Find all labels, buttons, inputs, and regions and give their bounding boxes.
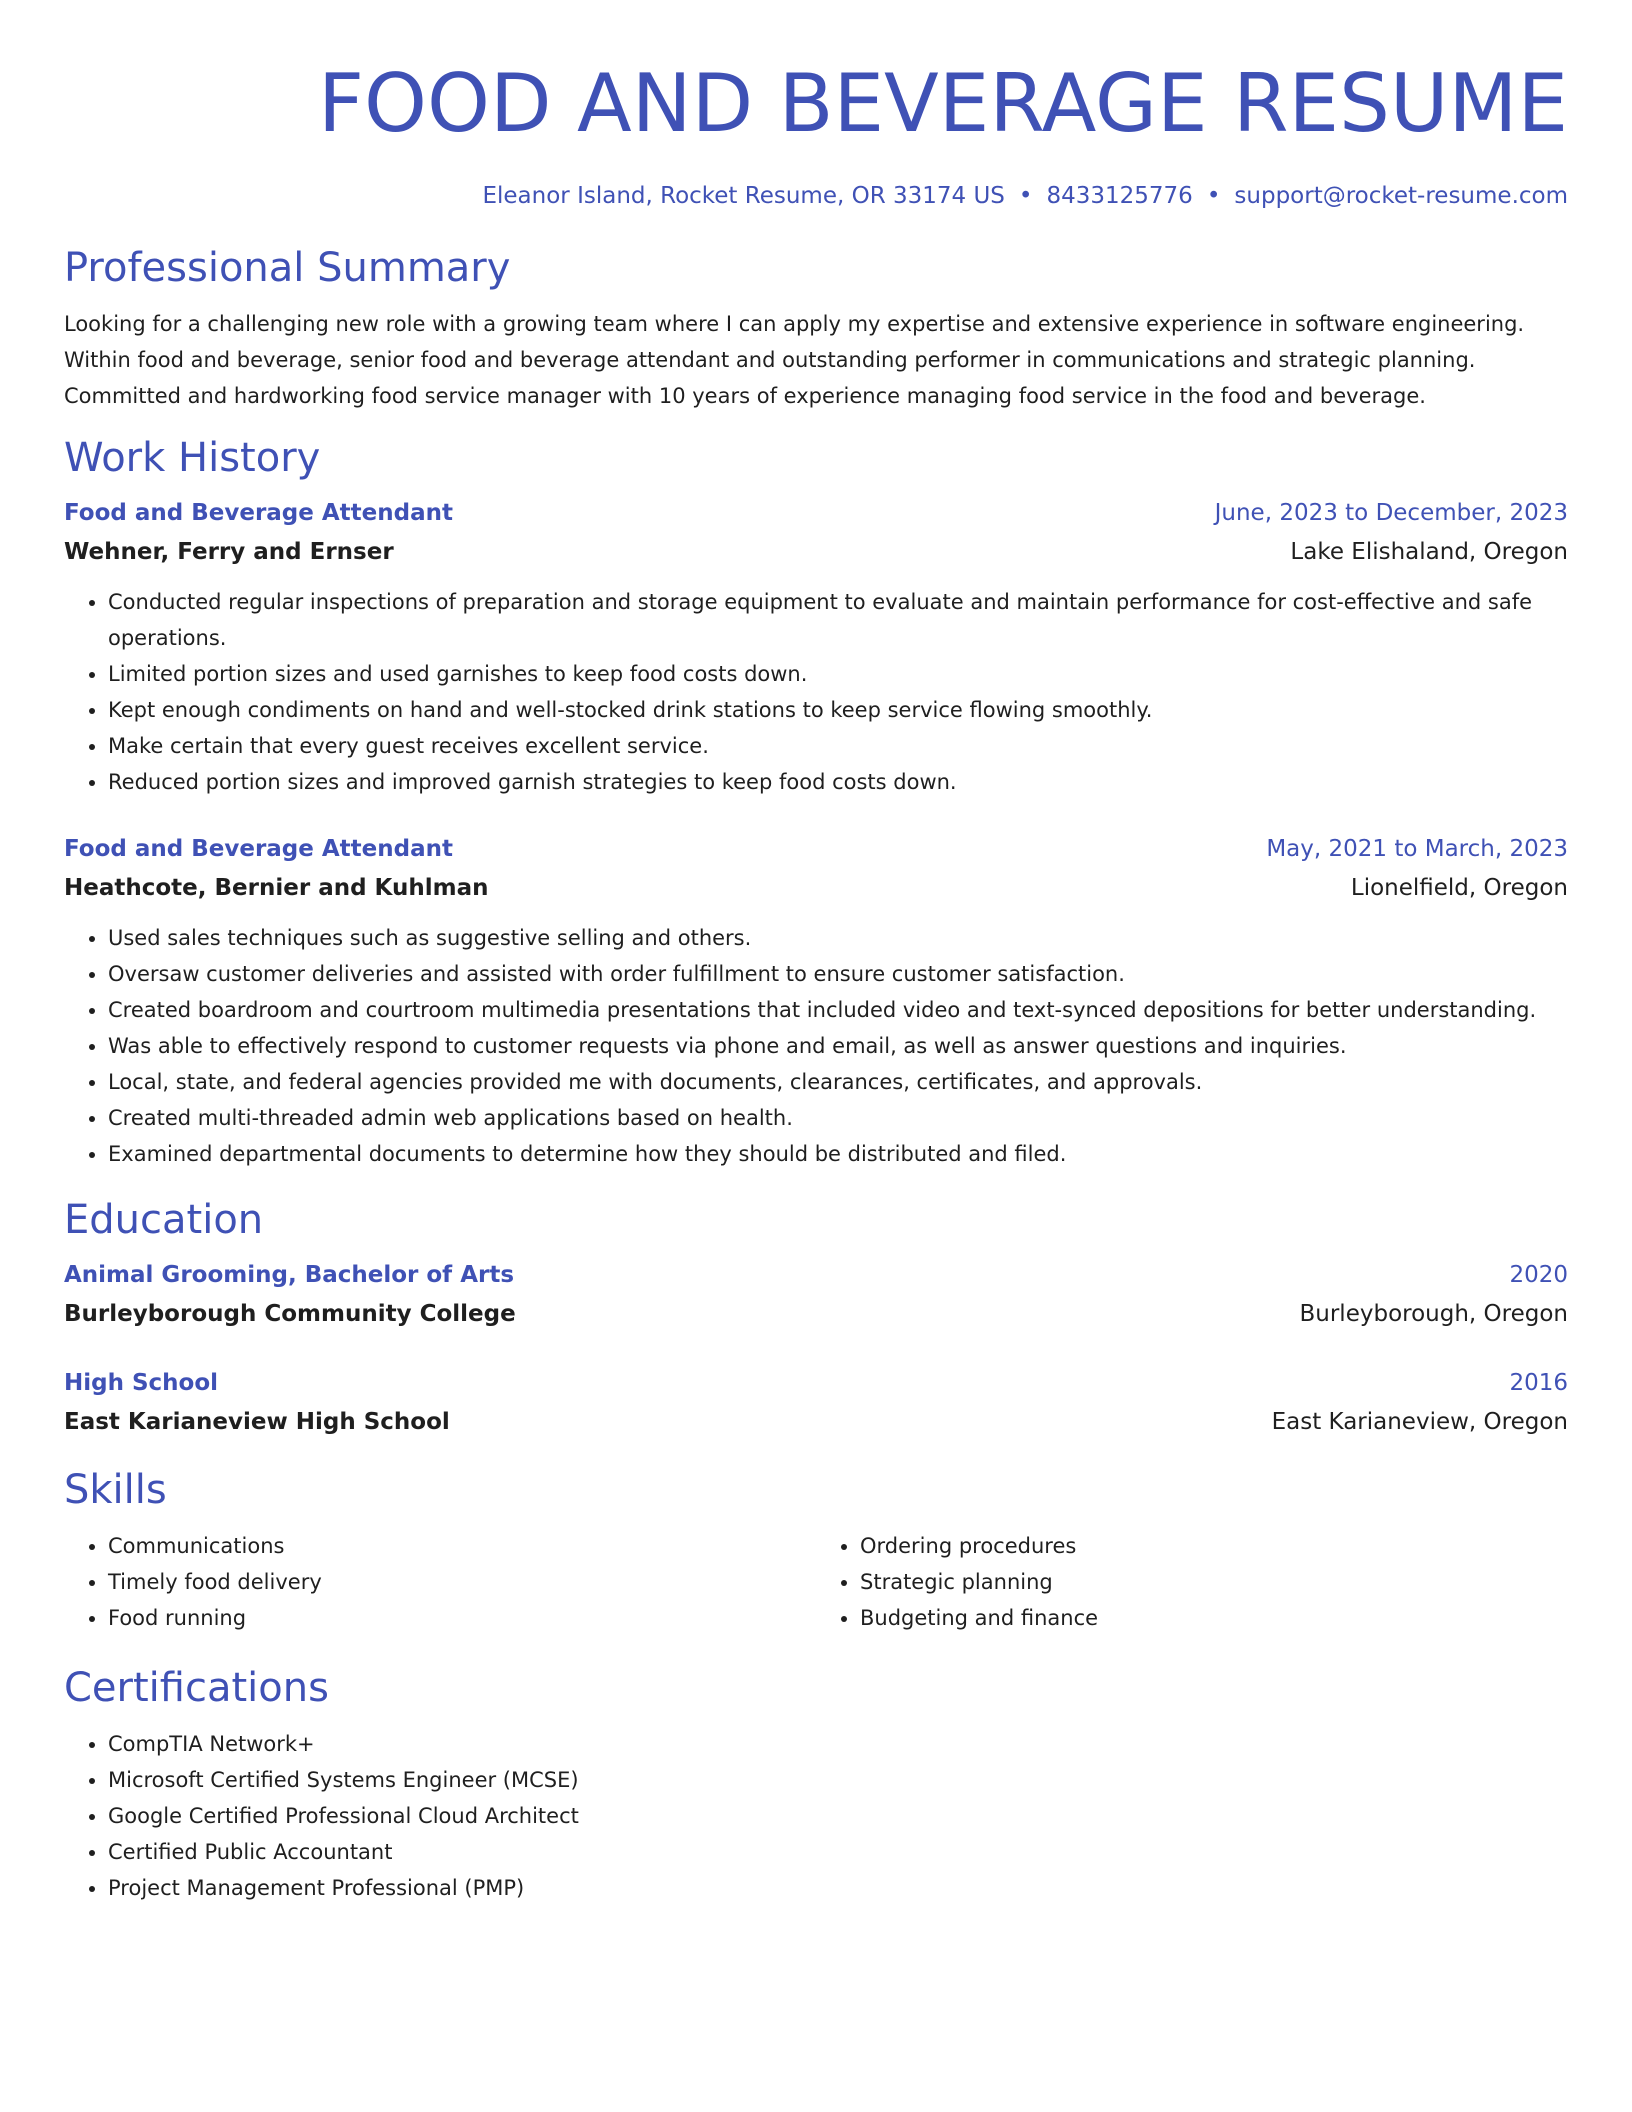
job-bullet: • Kept enough condiments on hand and well-stocked drink stations to keep service flowing smoothly.	[108, 692, 1568, 728]
skill-item: • Strategic planning	[860, 1564, 1568, 1600]
job-bullet: • Created multi-threaded admin web applications based on health.	[108, 1100, 1568, 1136]
education-location: East Karianeview, Oregon	[1271, 1409, 1568, 1435]
education-degree: Animal Grooming, Bachelor of Arts	[64, 1262, 515, 1288]
skill-item: • Communications	[108, 1528, 816, 1564]
education-header-row	[64, 1256, 1568, 1294]
job-bullet: • Was able to effectively respond to customer requests via phone and email, as well as answer questions and inquiries.	[108, 1028, 1568, 1064]
job-entry	[64, 830, 1568, 1172]
certification-item: • Google Certified Professional Cloud Architect	[108, 1798, 1568, 1834]
summary-line: Within food and beverage, senior food and beverage attendant and outstanding performer in communications and strategic planning.	[64, 348, 1476, 372]
education-degree: High School	[64, 1370, 219, 1396]
skills-bullets	[64, 1528, 816, 1636]
job-bullets	[64, 584, 1568, 800]
skills-column-left	[64, 1528, 816, 1636]
job-bullet: • Local, state, and federal agencies provided me with documents, clearances, certificates, and approvals.	[108, 1064, 1568, 1100]
job-company-row	[64, 868, 1568, 908]
job-bullet: • Reduced portion sizes and improved garnish strategies to keep food costs down.	[108, 764, 1568, 800]
job-title: Food and Beverage Attendant	[64, 500, 453, 526]
contact-separator: •	[1018, 183, 1033, 209]
job-dates: June, 2023 to December, 2023	[1214, 500, 1568, 526]
job-title: Food and Beverage Attendant	[64, 836, 453, 862]
education-year: 2020	[1509, 1262, 1568, 1288]
education-school: East Karianeview High School	[64, 1409, 450, 1435]
contact-address: Eleanor Island, Rocket Resume, OR 33174 US	[482, 183, 1005, 209]
contact-separator: •	[1206, 183, 1221, 209]
job-bullet: • Make certain that every guest receives excellent service.	[108, 728, 1568, 764]
education-location: Burleyborough, Oregon	[1299, 1301, 1568, 1327]
skill-item: • Food running	[108, 1600, 816, 1636]
resume-title: FOOD AND BEVERAGE RESUME	[318, 57, 1568, 150]
job-bullet: • Oversaw customer deliveries and assisted with order fulfillment to ensure customer satisfaction.	[108, 956, 1568, 992]
skills-list	[64, 1528, 1568, 1636]
job-company: Wehner, Ferry and Ernser	[64, 539, 394, 565]
education-school-row	[64, 1294, 1568, 1334]
summary-text	[64, 306, 1568, 414]
certification-item: • Project Management Professional (PMP)	[108, 1870, 1568, 1906]
section-heading-certifications: Certifications	[64, 1665, 329, 1711]
section-heading-education: Education	[64, 1197, 264, 1243]
job-company: Heathcote, Bernier and Kuhlman	[64, 875, 489, 901]
contact-email[interactable]: support@rocket-resume.com	[1234, 183, 1568, 209]
contact-phone[interactable]: 8433125776	[1046, 183, 1193, 209]
certification-item: • CompTIA Network+	[108, 1726, 1568, 1762]
job-location: Lionelfield, Oregon	[1350, 875, 1568, 901]
job-company-row	[64, 532, 1568, 572]
contact-line	[64, 176, 1568, 216]
job-entry	[64, 494, 1568, 800]
section-heading-summary: Professional Summary	[64, 245, 511, 291]
education-school: Burleyborough Community College	[64, 1301, 516, 1327]
education-school-row	[64, 1402, 1568, 1442]
skills-bullets	[816, 1528, 1568, 1636]
skill-item: • Ordering procedures	[860, 1528, 1568, 1564]
job-bullet: • Limited portion sizes and used garnishes to keep food costs down.	[108, 656, 1568, 692]
job-bullet: • Created boardroom and courtroom multimedia presentations that included video and text-synced depositions for better understanding.	[108, 992, 1568, 1028]
job-location: Lake Elishaland, Oregon	[1290, 539, 1568, 565]
education-entry	[64, 1256, 1568, 1334]
certification-item: • Certified Public Accountant	[108, 1834, 1568, 1870]
education-year: 2016	[1509, 1370, 1568, 1396]
summary-line: Looking for a challenging new role with a growing team where I can apply my expertise and extensive experience in software engineering.	[64, 312, 1525, 336]
certification-item: • Microsoft Certified Systems Engineer (MCSE)	[108, 1762, 1568, 1798]
job-bullets	[64, 920, 1568, 1172]
skill-item: • Timely food delivery	[108, 1564, 816, 1600]
summary-line: Committed and hardworking food service manager with 10 years of experience managing food service in the food and beverage.	[64, 384, 1426, 408]
job-bullet: • Examined departmental documents to determine how they should be distributed and filed.	[108, 1136, 1568, 1172]
job-header-row	[64, 494, 1568, 532]
skill-item: • Budgeting and finance	[860, 1600, 1568, 1636]
section-heading-skills: Skills	[64, 1467, 167, 1513]
job-header-row	[64, 830, 1568, 868]
education-header-row	[64, 1364, 1568, 1402]
skills-column-right	[816, 1528, 1568, 1636]
job-bullet: • Conducted regular inspections of preparation and storage equipment to evaluate and maintain performance for cost-effective and safe operations.	[108, 584, 1568, 656]
education-entry	[64, 1364, 1568, 1442]
job-dates: May, 2021 to March, 2023	[1266, 836, 1568, 862]
certifications-list	[64, 1726, 1568, 1906]
job-bullet: • Used sales techniques such as suggestive selling and others.	[108, 920, 1568, 956]
section-heading-work: Work History	[64, 435, 321, 481]
